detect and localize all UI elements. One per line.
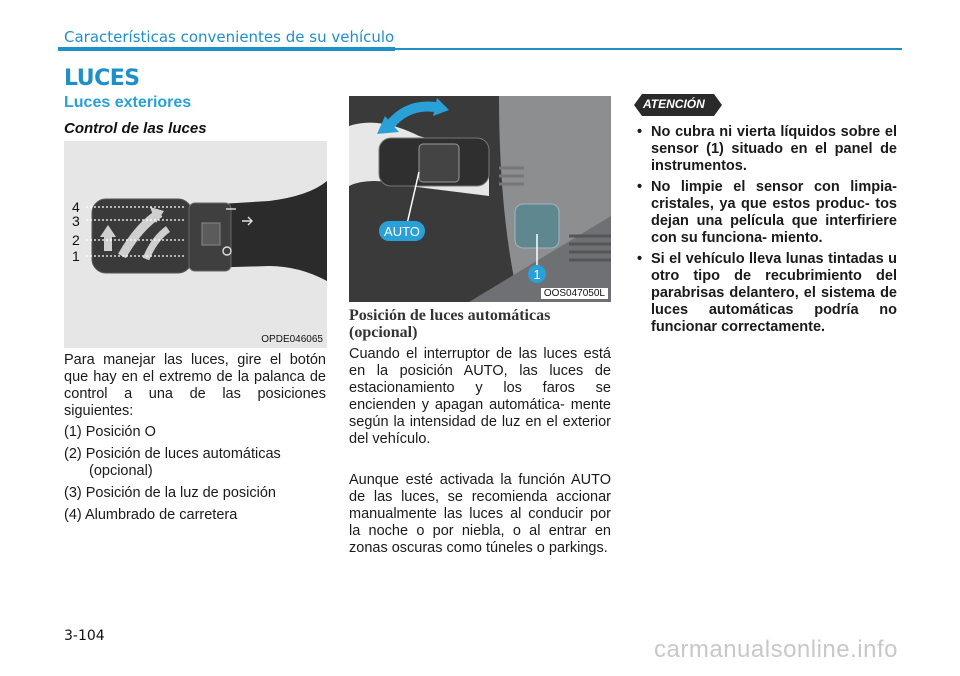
figure-light-stalk [64,141,327,348]
position-item-2-cont: (opcional) [89,463,153,479]
warning-label: ATENCIÓN [643,97,705,111]
auto-caption: Posición de luces automáticas (opcional) [349,307,551,341]
auto-light-illustration [349,96,611,302]
page-number: 3-104 [64,628,105,644]
position-item-3: (3) Posición de la luz de posición [64,485,276,501]
auto-paragraph-1: Cuando el interruptor de las luces está en la posición AUTO, las luces de estacionamiento y los faros se encienden y apagan automática- mente según la intensidad de luz en el exterior del vehículo. [349,346,611,447]
stalk-label-3: 3 [72,213,80,229]
header-rule-thin [395,48,902,50]
warning-item: • No limpie el sensor con limpia- cristales, ya que estos produc- tos dejan una película que interfiriere con su funciona- miento. [634,179,897,247]
position-item-1: (1) Posición O [64,424,156,440]
warning-list [634,124,897,340]
warning-item: • Si el vehículo lleva lunas tintadas u otro tipo de recubrimiento del parabrisas delantero, el sistema de luces automáticas podría no funcionar correctamente. [634,251,897,336]
header-rule [58,47,395,51]
left-intro-text: Para manejar las luces, gire el botón que hay en el extremo de la palanca de control a una de las posiciones siguientes: [64,352,326,419]
stalk-label-2: 2 [72,232,80,248]
figure-auto-light [349,96,611,302]
light-stalk-illustration [64,141,327,348]
subsection-title: Luces exteriores [64,94,192,111]
stalk-label-4: 4 [72,199,80,215]
watermark: carmanualsonline.info [654,636,898,663]
warning-item: • No cubra ni vierta líquidos sobre el sensor (1) situado en el panel de instrumentos. [634,124,897,175]
position-item-4: (4) Alumbrado de carretera [64,507,238,523]
header-title: Características convenientes de su vehículo [64,28,395,46]
position-item-2: (2) Posición de luces automáticas [64,446,281,462]
control-title: Control de las luces [64,120,207,137]
section-title: LUCES [64,66,140,91]
auto-paragraph-2: Aunque esté activada la función AUTO de las luces, se recomienda accionar manualmente las luces al conducir por la noche o por niebla, o al entrar en zonas oscuras como túneles o parkings. [349,472,611,556]
auto-callout-label: AUTO [384,224,420,239]
sensor-callout-label: 1 [533,267,541,282]
figure1-code: OPDE046065 [261,334,323,345]
figure2-code: OOS047050L [541,288,608,299]
stalk-label-1: 1 [72,248,80,264]
